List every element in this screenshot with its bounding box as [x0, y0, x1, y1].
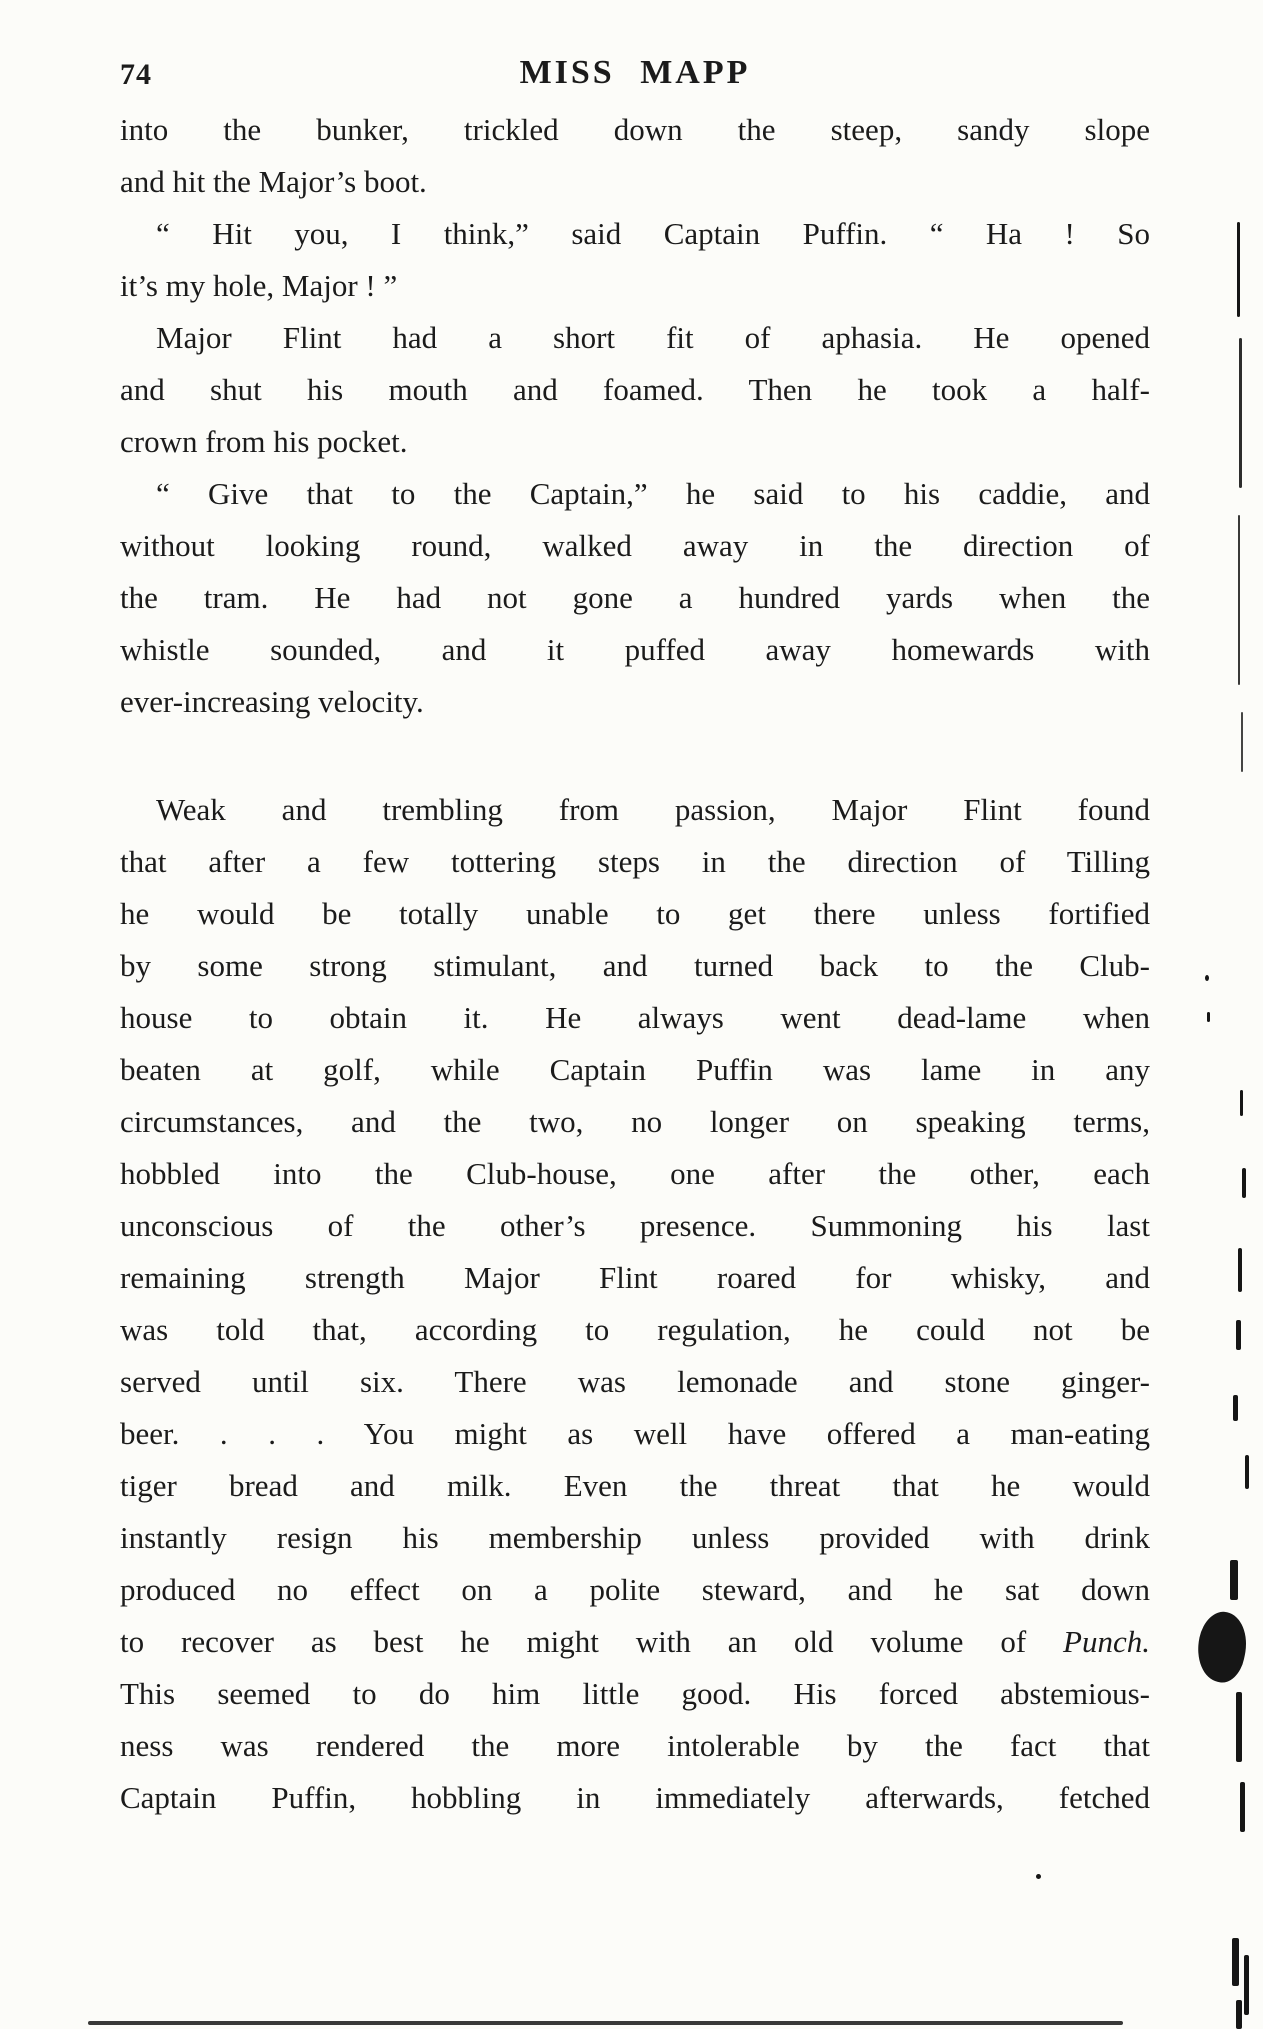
- text-line: served until six. There was lemonade and stone ginger-: [120, 1364, 1150, 1399]
- scan-artifact: [1237, 222, 1240, 317]
- stray-dot: [1036, 1874, 1041, 1879]
- scan-artifact: [1240, 1782, 1245, 1832]
- scan-ink-blob: [1191, 1608, 1253, 1686]
- paragraph: [120, 468, 1150, 728]
- text-line: instantly resign his membership unless provided with drink: [120, 1520, 1150, 1555]
- text-line: Major Flint had a short fit of aphasia. He opened: [156, 320, 1150, 355]
- text-block: [120, 104, 1150, 1824]
- text-line: the tram. He had not gone a hundred yards when the: [120, 580, 1150, 615]
- text-line: tiger bread and milk. Even the threat that he would: [120, 1468, 1150, 1503]
- text-line: beaten at golf, while Captain Puffin was lame in any: [120, 1052, 1150, 1087]
- text-line: into the bunker, trickled down the steep, sandy slope: [120, 112, 1150, 147]
- text-line: “ Give that to the Captain,” he said to his caddie, and: [156, 476, 1150, 511]
- text-line: unconscious of the other’s presence. Summoning his last: [120, 1208, 1150, 1243]
- text-line: ever-increasing velocity.: [120, 684, 424, 719]
- text-line: [120, 1616, 1150, 1668]
- scan-artifact: [1236, 2000, 1242, 2029]
- text-line: house to obtain it. He always went dead-lame when: [120, 1000, 1150, 1035]
- scan-artifact: [1236, 1692, 1242, 1762]
- paragraph: [120, 208, 1150, 312]
- scan-artifact: [1232, 1938, 1239, 1986]
- page-edge-shadow: [88, 2021, 1123, 2025]
- scan-artifact: [1233, 1395, 1238, 1421]
- text-line: and shut his mouth and foamed. Then he took a half-: [120, 372, 1150, 407]
- text-line: was told that, according to regulation, he could not be: [120, 1312, 1150, 1347]
- scan-artifact: [1239, 338, 1242, 488]
- text-line: that after a few tottering steps in the direction of Tilling: [120, 844, 1150, 879]
- scan-artifact: [1238, 515, 1240, 685]
- text-line: produced no effect on a polite steward, and he sat down: [120, 1572, 1150, 1607]
- paragraph: [120, 312, 1150, 468]
- text-line: crown from his pocket.: [120, 424, 408, 459]
- text-line: by some strong stimulant, and turned back to the Club-: [120, 948, 1150, 983]
- text-segment: to recover as best he might with an old volume of: [120, 1624, 1064, 1659]
- text-line: it’s my hole, Major ! ”: [120, 268, 398, 303]
- scan-artifact: [1242, 1168, 1246, 1198]
- text-line: hobbled into the Club-house, one after the other, each: [120, 1156, 1150, 1191]
- scan-artifact: [1245, 1455, 1249, 1489]
- paragraph: [120, 784, 1150, 1824]
- text-line: ness was rendered the more intolerable by the fact that: [120, 1728, 1150, 1763]
- text-line: without looking round, walked away in the direction of: [120, 528, 1150, 563]
- text-line: This seemed to do him little good. His forced abstemious-: [120, 1676, 1150, 1711]
- text-line: beer. . . . You might as well have offered a man-eating: [120, 1416, 1150, 1451]
- scan-artifact: [1240, 1090, 1243, 1116]
- text-line: circumstances, and the two, no longer on speaking terms,: [120, 1104, 1150, 1139]
- text-line: whistle sounded, and it puffed away homewards with: [120, 632, 1150, 667]
- running-title: MISS MAPP: [519, 54, 751, 91]
- scan-artifact: [1230, 1560, 1238, 1600]
- scan-artifact: [1241, 712, 1243, 772]
- text-line: and hit the Major’s boot.: [120, 164, 427, 199]
- scan-artifact: [1236, 1320, 1241, 1350]
- scan-artifact: [1207, 1012, 1210, 1022]
- text-line: Captain Puffin, hobbling in immediately afterwards, fetched: [120, 1780, 1150, 1815]
- page-number: 74: [120, 58, 152, 91]
- paragraph: [120, 104, 1150, 208]
- scan-artifact: [1238, 1248, 1242, 1292]
- book-title-italic: Punch.: [1063, 1624, 1150, 1659]
- text-line: Weak and trembling from passion, Major Flint found: [156, 792, 1150, 827]
- scan-artifact: [1205, 975, 1209, 981]
- text-line: he would be totally unable to get there unless fortified: [120, 896, 1150, 931]
- scan-artifact: [1244, 1955, 1249, 2015]
- text-line: “ Hit you, I think,” said Captain Puffin. “ Ha ! So: [156, 216, 1150, 251]
- text-line: remaining strength Major Flint roared for whisky, and: [120, 1260, 1150, 1295]
- page-header: [120, 54, 1150, 98]
